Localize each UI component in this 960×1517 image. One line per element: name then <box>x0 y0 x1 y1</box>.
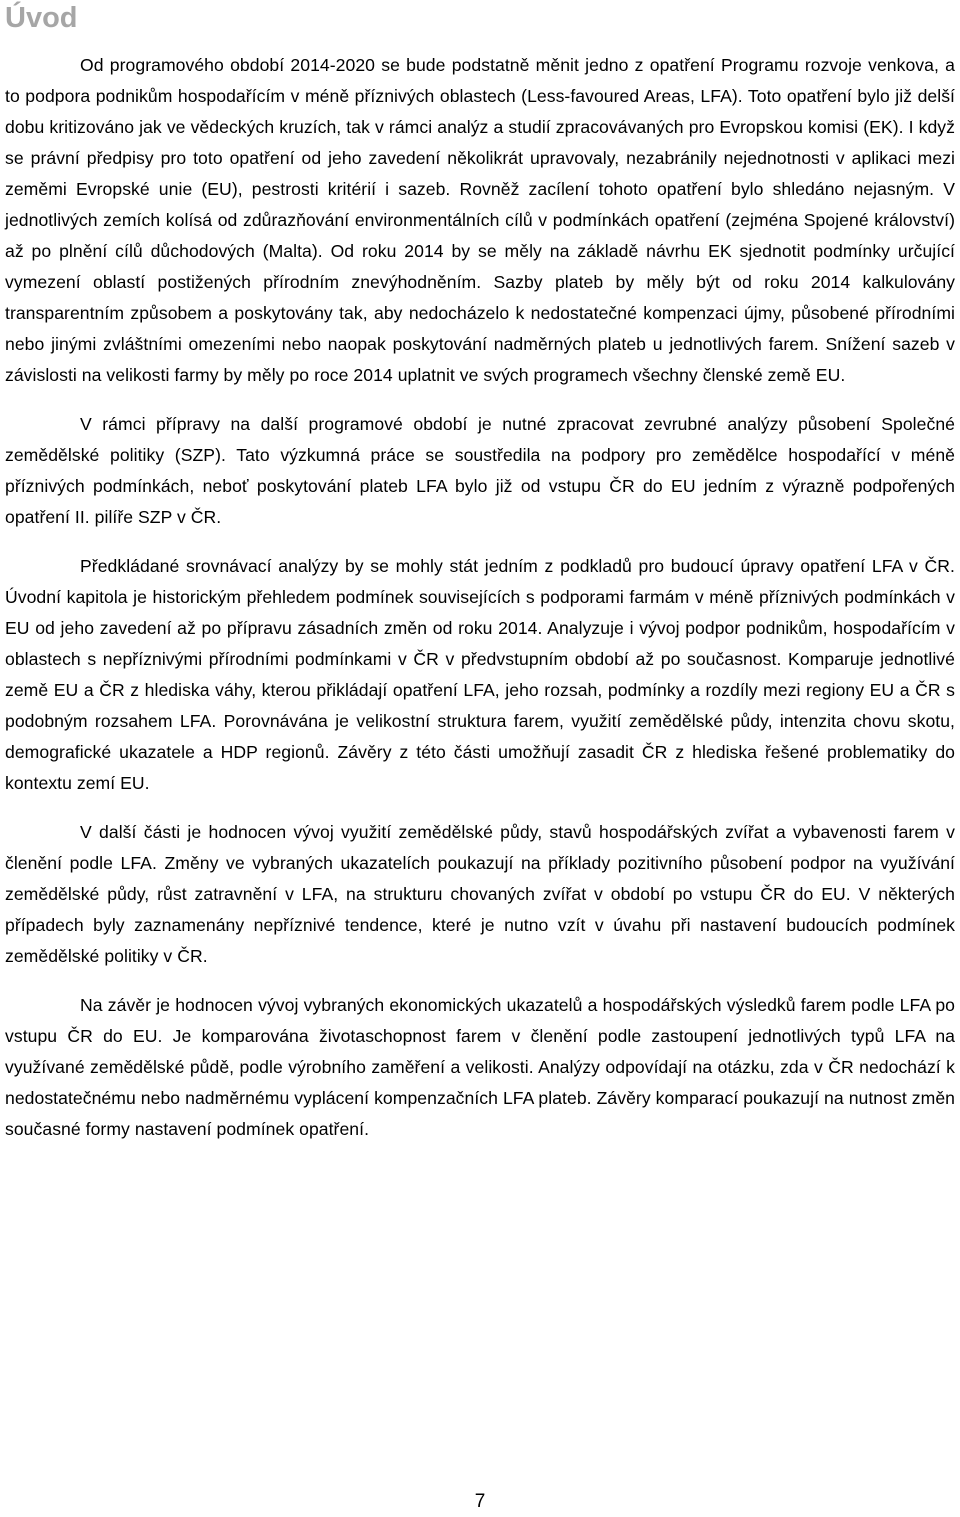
page-number: 7 <box>474 1491 486 1512</box>
paragraph-1: Od programového období 2014-2020 se bude podstatně měnit jedno z opatření Programu rozvoje venkova, a to podpora podnikům hospodařícím v méně příznivých oblastech (Less-favoured Areas, LFA). Toto opatření bylo již delší dobu kritizováno jak ve vědeckých kruzích, tak v rámci analýz a studií zpracovávaných pro Evropskou komisi (EK). I když se právní předpisy pro toto opatření od jeho zavedení několikrát upravovaly, nezabránily nejednotnosti v aplikaci mezi zeměmi Evropské unie (EU), pestrosti kritérií i sazeb. Rovněž zacílení tohoto opatření bylo shledáno nejasným. V jednotlivých zemích kolísá od zdůrazňování environmentálních cílů v podmínkách opatření (zejména Spojené království) až po plnění cílů důchodových (Malta). Od roku 2014 by se měly na základě návrhu EK sjednotit podmínky určující vymezení oblastí postižených přírodním znevýhodněním. Sazby plateb by měly být od roku 2014 kalkulovány transparentním způsobem a poskytovány tak, aby nedocházelo k nedostatečné kompenzaci újmy, působené přírodními nebo jinými zvláštními omezeními nebo naopak poskytování nadměrných plateb u jednotlivých farem. Snížení sazeb v závislosti na velikosti farmy by měly po roce 2014 uplatnit ve svých programech všechny členské země EU. <box>5 55 955 385</box>
section-heading: Úvod <box>5 2 78 34</box>
paragraph-3: Předkládané srovnávací analýzy by se mohly stát jedním z podkladů pro budoucí úpravy opatření LFA v ČR. Úvodní kapitola je historickým přehledem podmínek souvisejících s podporami farmám v méně příznivých podmínkách v EU od jeho zavedení až po přípravu zásadních změn od roku 2014. Analyzuje i vývoj podpor podnikům, hospodařícím v oblastech s nepříznivými přírodními podmínkami v ČR v předvstupním období až po současnost. Komparuje jednotlivé země EU a ČR z hlediska váhy, kterou přikládají opatření LFA, jeho rozsah, podmínky a rozdíly mezi regiony EU a ČR s podobným rozsahem LFA. Porovnávána je velikostní struktura farem, využití zemědělské půdy, intenzita chovu skotu, demografické ukazatele a HDP regionů. Závěry z této části umožňují zasadit ČR z hlediska řešené problematiky do kontextu zemí EU. <box>5 556 955 793</box>
paragraph-2: V rámci přípravy na další programové období je nutné zpracovat zevrubné analýzy působení Společné zemědělské politiky (SZP). Tato výzkumná práce se soustředila na podpory pro zemědělce hospodařící v méně příznivých podmínkách, neboť poskytování plateb LFA bylo již od vstupu ČR do EU jedním z výrazně podpořených opatření II. pilíře SZP v ČR. <box>5 414 955 527</box>
body-text <box>5 50 955 1163</box>
paragraph-5: Na závěr je hodnocen vývoj vybraných ekonomických ukazatelů a hospodářských výsledků farem podle LFA po vstupu ČR do EU. Je komparována životaschopnost farem v členění podle zastoupení jednotlivých typů LFA na využívané zemědělské půdě, podle výrobního zaměření a velikosti. Analýzy odpovídají na otázku, zda v ČR nedochází k nedostatečnému nebo nadměrnému vyplácení kompenzačních LFA plateb. Závěry komparací poukazují na nutnost změn současné formy nastavení podmínek opatření. <box>5 995 955 1139</box>
paragraph-4: V další části je hodnocen vývoj využití zemědělské půdy, stavů hospodářských zvířat a vybavenosti farem v členění podle LFA. Změny ve vybraných ukazatelích poukazují na příklady pozitivního působení podpor na využívání zemědělské půdy, růst zatravnění v LFA, na strukturu chovaných zvířat v období po vstupu ČR do EU. V některých případech byly zaznamenány nepříznivé tendence, které je nutno vzít v úvahu při nastavení budoucích podmínek zemědělské politiky v ČR. <box>5 822 955 966</box>
